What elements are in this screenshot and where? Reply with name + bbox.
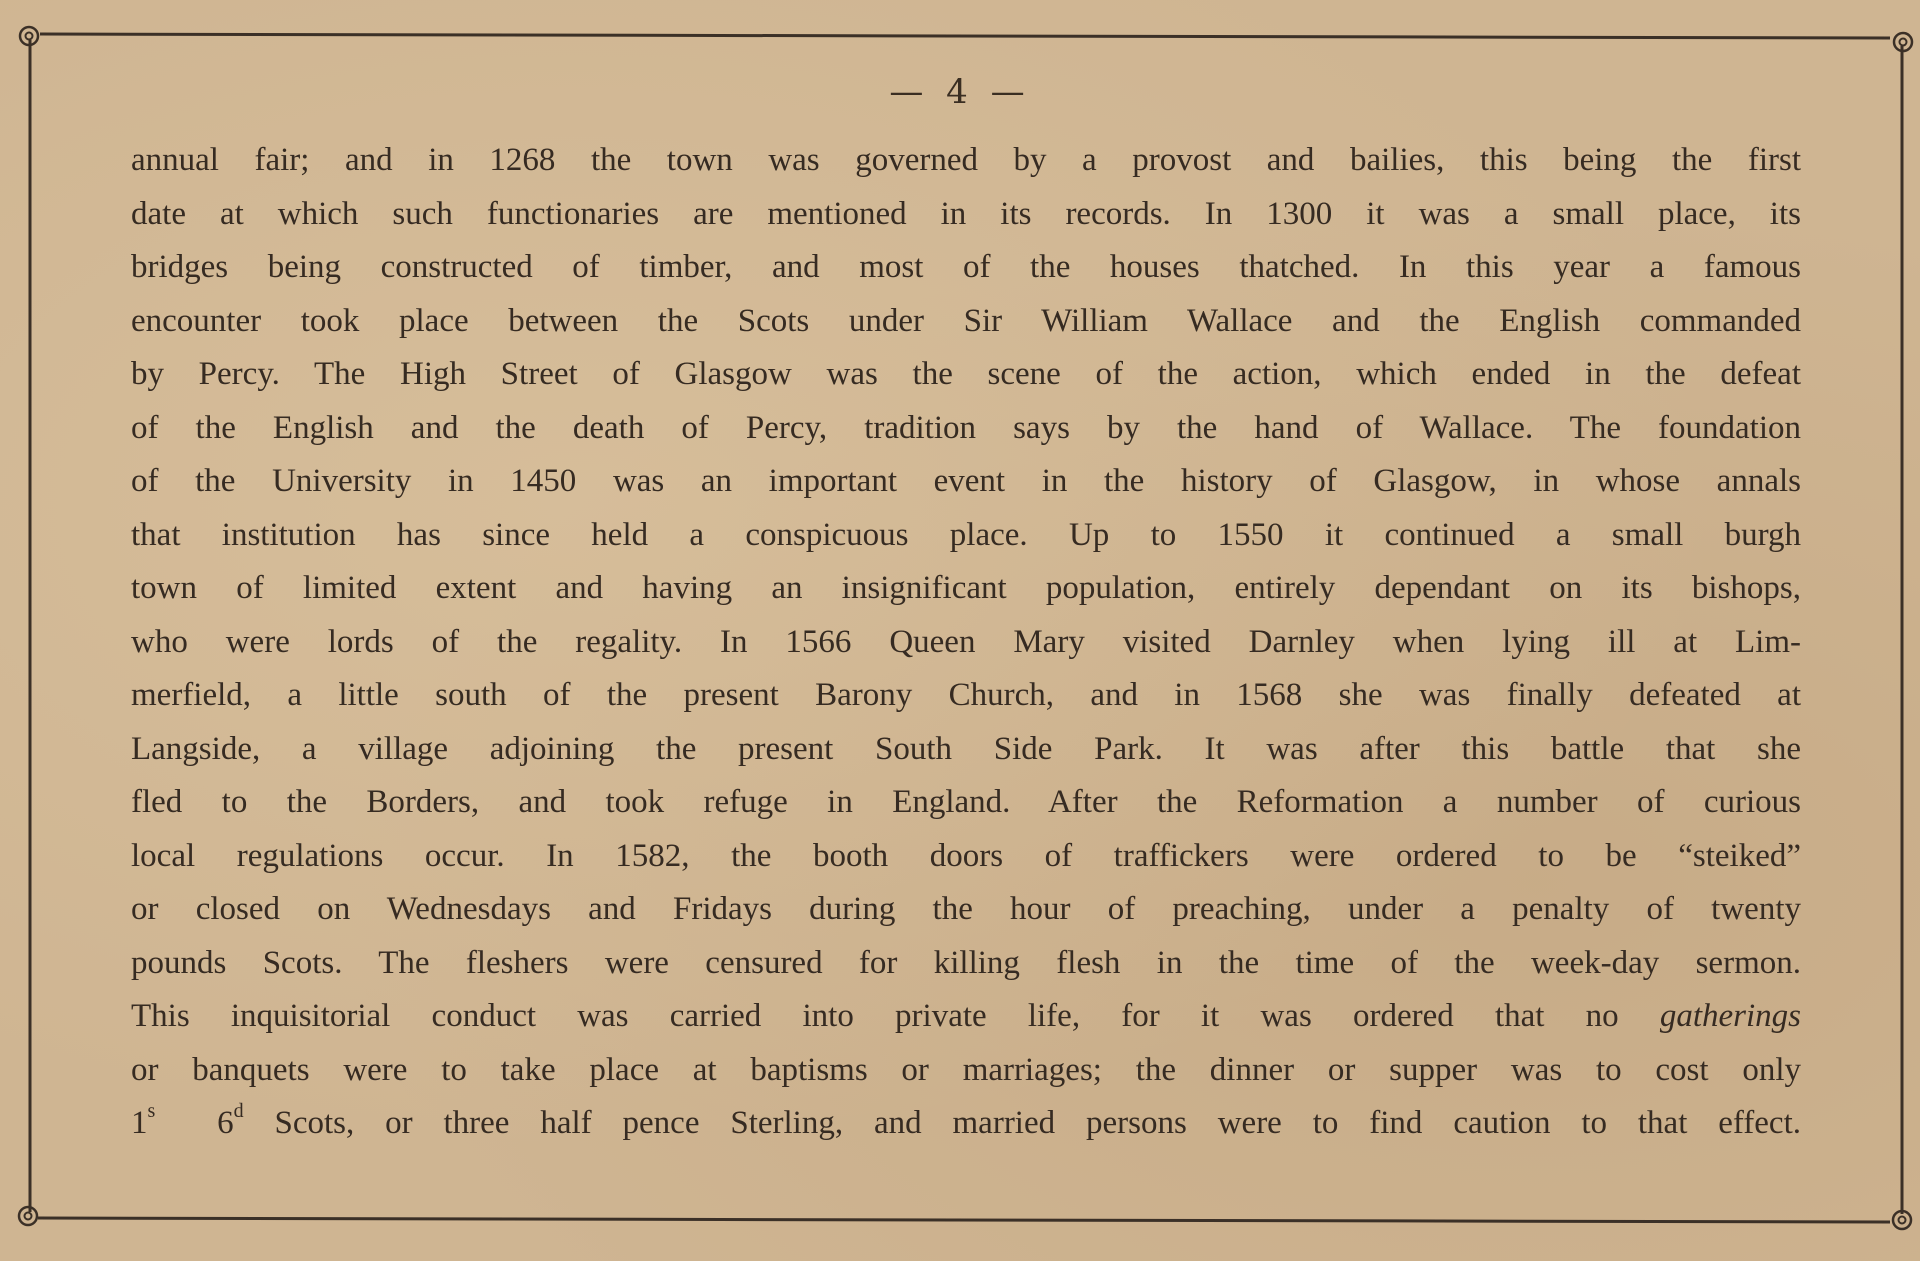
pence-number: 6 — [217, 1105, 234, 1141]
text-line: merfield, a little south of the present Barony Church, and in 1568 she was finally defeated at — [131, 677, 1801, 713]
text-line: by Percy. The High Street of Glasgow was the scene of the action, which ended in the defeat — [131, 356, 1801, 392]
page-number: — 4 — — [889, 72, 1031, 112]
text-line: fled to the Borders, and took refuge in England. After the Reformation a number of curious — [131, 784, 1801, 820]
body-text — [131, 134, 1801, 1151]
text-line: date at which such functionaries are mentioned in its records. In 1300 it was a small place, its — [131, 195, 1801, 232]
last-text-line — [131, 1097, 1801, 1151]
text-line: annual fair; and in 1268 the town was governed by a provost and bailies, this being the first — [131, 142, 1801, 178]
text-line: of the University in 1450 was an important event in the history of Glasgow, in whose annals — [131, 463, 1801, 499]
text-line: or closed on Wednesdays and Fridays during the hour of preaching, under a penalty of twenty — [131, 891, 1801, 927]
shilling-number: 1 — [131, 1105, 148, 1141]
text-line: bridges being constructed of timber, and most of the houses thatched. In this year a famous — [131, 249, 1801, 285]
text-line-start: This inquisitorial conduct was carried into private life, for it was ordered that no — [131, 998, 1619, 1034]
text-line: that institution has since held a conspicuous place. Up to 1550 it continued a small burgh — [131, 516, 1801, 553]
shilling-superscript: s — [147, 1100, 156, 1122]
text-line: local regulations occur. In 1582, the booth doors of traffickers were ordered to be “steiked” — [131, 837, 1801, 874]
pence-superscript: d — [233, 1100, 244, 1122]
text-line: Langside, a village adjoining the present South Side Park. It was after this battle that she — [131, 730, 1801, 767]
text-line: town of limited extent and having an insignificant population, entirely dependant on its bishops, — [131, 570, 1801, 606]
text-line: pounds Scots. The fleshers were censured for killing flesh in the time of the week-day sermon. — [131, 944, 1801, 981]
text-line: of the English and the death of Percy, tradition says by the hand of Wallace. The foundation — [131, 409, 1801, 446]
text-line-with-italic — [131, 990, 1801, 1044]
text-line: or banquets were to take place at baptisms or marriages; the dinner or supper was to cost only — [131, 1051, 1801, 1088]
last-line-rest: Scots, or three half pence Sterling, and married persons were to find caution to that effect. — [274, 1105, 1801, 1141]
italic-word: gatherings — [1659, 998, 1802, 1034]
text-line: encounter took place between the Scots under Sir William Wallace and the English commanded — [131, 302, 1801, 339]
text-line: who were lords of the regality. In 1566 Queen Mary visited Darnley when lying ill at Lim- — [131, 623, 1801, 660]
